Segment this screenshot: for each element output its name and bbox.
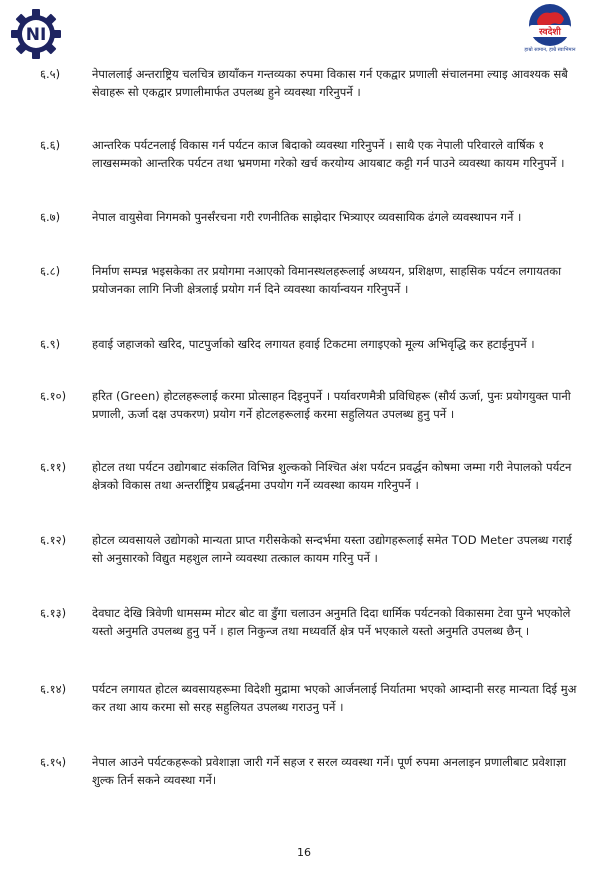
item-text: निर्माण सम्पन्न भइसकेका तर प्रयोगमा नआएको विमानस्थलहरूलाई अध्ययन, प्रशिक्षण, साहसिक पर्यटन लगायतका प्रयोजनका लागि निजी क्षेत्रलाई प्रयोग गर्न दिने व्यवस्था कार्यान्वयन गरिनुपर्ने । (92, 264, 562, 296)
item-text: नेपाललाई अन्तराष्ट्रिय चलचित्र छायाँकन गन्तव्यका रुपमा विकास गर्न एकद्वार प्रणाली संचालनमा ल्याइ आवश्यक सबै सेवाहरू सो एकद्वार प्रणालीमार्फत उपलब्ध हुने व्यवस्था गरिनुपर्ने । (92, 67, 568, 99)
logo-name: स्वदेशी (539, 27, 561, 38)
item-number: ६.९) (40, 337, 61, 351)
page-number: 16 (297, 846, 311, 859)
item-number: ६.१५) (40, 755, 67, 769)
logo-tagline: हाम्रो सामान, हाम्रै स्वाभिमान (524, 47, 576, 53)
item-number: ६.११) (40, 460, 67, 474)
item-number: ६.६) (40, 138, 61, 152)
item-text: होटल तथा पर्यटन उद्योगबाट संकलित विभिन्न शुल्कको निश्चित अंश पर्यटन प्रवर्द्धन कोषमा जम्मा गरी नेपालको पर्यटन क्षेत्रको विकास तथा अन्तर्राष्ट्रिय प्रबर्द्धनमा उपयोग गर्ने व्यवस्था कायम गरिनुपर्ने । (92, 460, 572, 492)
item-number: ६.८) (40, 264, 61, 278)
logo-text: NI (25, 25, 47, 45)
item-number: ६.१४) (40, 682, 67, 696)
item-number: ६.७) (40, 210, 61, 224)
item-number: ६.१३) (40, 606, 67, 620)
item-text: देवघाट देखि त्रिवेणी धामसम्म मोटर बोट वा डुँगा चलाउन अनुमति दिदा धार्मिक पर्यटनको विकासमा टेवा पुग्ने भएकोले यस्तो अनुमति उपलब्ध हुनु पर्ने । हाल निकुन्ज तथा मध्यवर्ति क्षेत्र पर्ने भएकाले यस्तो अनुमति उपलब्ध छैन् । (92, 606, 571, 638)
item-text: होटल व्यवसायले उद्योगको मान्यता प्राप्त गरीसकेको सन्दर्भमा यस्ता उद्योगहरूलाई समेत TOD Meter उपलब्ध गराई सो अनुसारको विद्युत महशुल लाग्ने व्यवस्था तत्काल कायम गरिनु पर्ने । (92, 533, 572, 565)
item-number: ६.५) (40, 67, 61, 81)
swadeshi-logo (517, 3, 583, 59)
organization-logo (10, 8, 62, 60)
item-number: ६.१२) (40, 533, 67, 547)
item-text: नेपाल वायुसेवा निगमको पुनर्संरचना गरी रणनीतिक साझेदार भित्र्याएर व्यवसायिक ढंगले व्यवस्थापन गर्ने । (92, 210, 522, 224)
item-text: हवाई जहाजको खरिद, पाटपुर्जाको खरिद लगायत हवाई टिकटमा लगाइएको मूल्य अभिवृद्धि कर हटाईनुपर्ने । (92, 337, 535, 351)
item-text: आन्तरिक पर्यटनलाई विकास गर्न पर्यटन काज बिदाको व्यवस्था गरिनुपर्ने । साथै एक नेपाली परिवारले वार्षिक १ लाखसम्मको आन्तरिक पर्यटन तथा भ्रमणमा गरेको खर्च करयोग्य आयबाट कट्टी गर्न पाउने व्यवस्था कायम गरिनुपर्ने । (92, 138, 565, 170)
item-text: पर्यटन लगायत होटल ब्यवसायहरूमा विदेशी मुद्रामा भएको आर्जनलाई निर्यातमा भएको आम्दानी सरह मान्यता दिई मुअ कर तथा आय करमा सो सरह सहुलियत उपलब्ध गराउनु पर्ने । (92, 682, 577, 714)
item-number: ६.१०) (40, 389, 67, 403)
item-text: नेपाल आउने पर्यटकहरूको प्रवेशाज्ञा जारी गर्ने सहज र सरल व्यवस्था गर्ने। पूर्ण रुपमा अनलाइन प्रणालीबाट प्रवेशाज्ञा शुल्क तिर्न सकने व्यवस्था गर्ने। (92, 755, 567, 787)
item-text: हरित (Green) होटलहरूलाई करमा प्रोत्साहन दिइनुपर्ने । पर्यावरणमैत्री प्रविधिहरू (सौर्य ऊर्जा, पुनः प्रयोगयुक्त पानी प्रणाली, ऊर्जा दक्ष उपकरण) प्रयोग गर्ने होटलहरूलाई करमा सहुलियत उपलब्ध हुनु पर्ने । (92, 389, 571, 421)
